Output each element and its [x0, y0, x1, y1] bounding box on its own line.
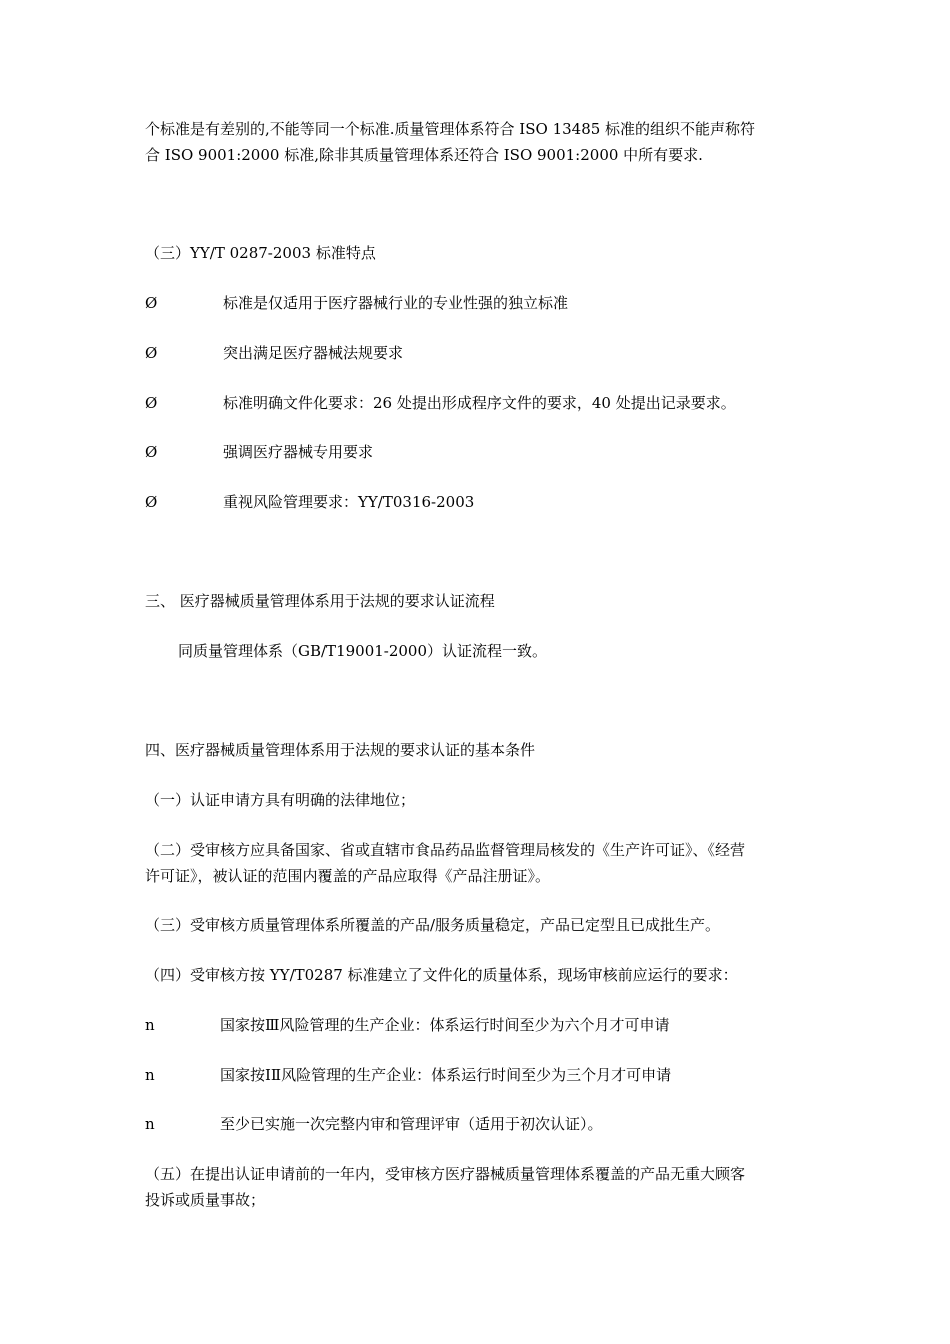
bullet-marker: Ø	[145, 394, 158, 412]
section-4-item-5-line-1: （五）在提出认证申请前的一年内，受审核方医疗器械质量管理体系覆盖的产品无重大顾客	[145, 1165, 746, 1183]
section-4-item-3: （三）受审核方质量管理体系所覆盖的产品/服务质量稳定，产品已定型且已成批生产。	[145, 916, 721, 934]
bullet-marker: n	[145, 1016, 155, 1034]
section-4-item-2-line-1: （二）受审核方应具备国家、省或直辖市食品药品监督管理局核发的《生产许可证》、《经营	[145, 841, 746, 859]
feature-text: 突出满足医疗器械法规要求	[223, 344, 404, 362]
bullet-marker: n	[145, 1115, 155, 1133]
feature-text: 重视风险管理要求：YY/T0316-2003	[223, 493, 475, 511]
section-3-sub-heading: （三）YY/T 0287-2003 标准特点	[145, 244, 376, 262]
bullet-marker: Ø	[145, 294, 158, 312]
bullet-marker: Ø	[145, 443, 158, 461]
section-4-item-5-line-2: 投诉或质量事故；	[145, 1191, 266, 1209]
section-4-item-4: （四）受审核方按 YY/T0287 标准建立了文件化的质量体系，现场审核前应运行的要求：	[145, 966, 738, 984]
section-4-item-2-line-2: 许可证》，被认证的范围内覆盖的产品应取得《产品注册证》。	[145, 867, 551, 885]
intro-line-2: 合 ISO 9001:2000 标准,除非其质量管理体系还符合 ISO 9001:2000 中所有要求.	[145, 146, 703, 164]
feature-text: 标准是仅适用于医疗器械行业的专业性强的独立标准	[223, 294, 569, 312]
section-3-body: 同质量管理体系（GB/T19001-2000）认证流程一致。	[178, 642, 548, 660]
bullet-marker: Ø	[145, 493, 158, 511]
requirement-text: 国家按Ⅲ风险管理的生产企业：体系运行时间至少为六个月才可申请	[220, 1016, 670, 1034]
intro-line-1: 个标准是有差别的,不能等同一个标准.质量管理体系符合 ISO 13485 标准的组织不能声称符	[145, 120, 756, 138]
requirement-text: 国家按ⅠⅡ风险管理的生产企业：体系运行时间至少为三个月才可申请	[220, 1066, 672, 1084]
section-3-heading: 三、 医疗器械质量管理体系用于法规的要求认证流程	[145, 592, 495, 610]
requirement-text: 至少已实施一次完整内审和管理评审（适用于初次认证）。	[220, 1115, 603, 1133]
feature-text: 强调医疗器械专用要求	[223, 443, 374, 461]
bullet-marker: Ø	[145, 344, 158, 362]
feature-text: 标准明确文件化要求：26 处提出形成程序文件的要求，40 处提出记录要求。	[223, 394, 736, 412]
bullet-marker: n	[145, 1066, 155, 1084]
section-4-item-1: （一）认证申请方具有明确的法律地位；	[145, 791, 416, 809]
section-4-heading: 四、医疗器械质量管理体系用于法规的要求认证的基本条件	[145, 741, 536, 759]
